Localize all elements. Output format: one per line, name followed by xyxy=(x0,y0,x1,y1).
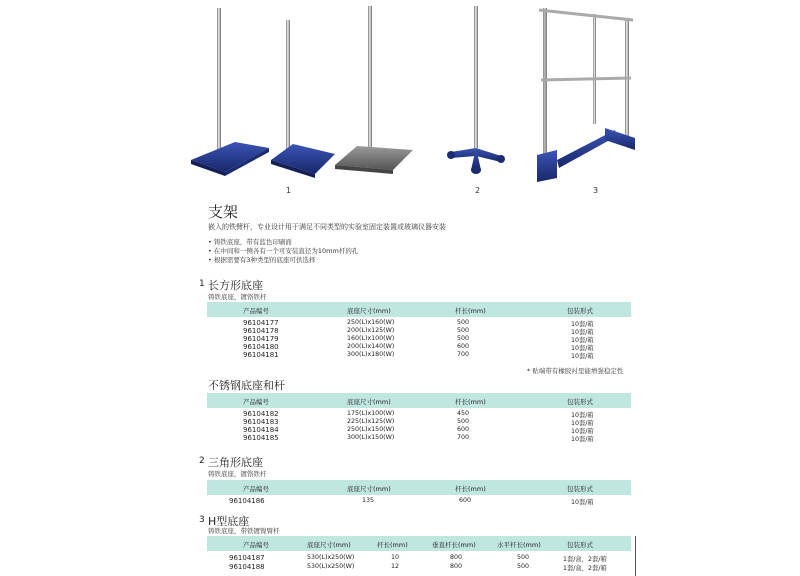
stand-rectangular-blue-2 xyxy=(271,20,335,178)
table-row: 96104178 200(L)x125(W) 500 10套/箱 xyxy=(243,327,594,336)
column-header: 底座尺寸(mm) xyxy=(347,398,391,406)
column-header: 产品编号 xyxy=(243,398,269,406)
table-row: 96104185 300(L)x150(W) 700 10套/箱 xyxy=(243,434,594,443)
column-header: 产品编号 xyxy=(243,541,269,549)
column-header: 包装形式 xyxy=(567,541,593,549)
column-header: 垂直杆长(mm) xyxy=(432,541,476,549)
column-header: 底座尺寸(mm) xyxy=(307,541,351,549)
section-title: 长方形底座 xyxy=(208,279,263,292)
column-header: 包装形式 xyxy=(567,398,593,406)
section-title: 三角形底座 xyxy=(208,456,263,469)
column-header: 杆长(mm) xyxy=(455,307,486,315)
table-header xyxy=(207,393,631,408)
feature-list xyxy=(208,238,358,265)
table-row: 96104182 175(L)x100(W) 450 10套/箱 xyxy=(243,410,594,419)
table-row: 96104181 300(L)x180(W) 700 10套/箱 xyxy=(243,351,594,360)
section-number: 1 xyxy=(199,279,205,289)
stand-rectangular-blue-1 xyxy=(191,8,269,176)
column-header: 杆长(mm) xyxy=(455,398,486,406)
column-header: 包装形式 xyxy=(567,307,593,315)
product-photos xyxy=(185,0,645,190)
table-row: 96104179 160(L)x100(W) 500 10套/箱 xyxy=(243,335,594,344)
stand-triangular xyxy=(447,6,505,174)
section-number: 2 xyxy=(199,456,205,466)
feature-item: • 铸铁底座，带有蓝色印刷面 xyxy=(208,238,292,246)
table-header xyxy=(207,536,631,551)
section-title: 不锈钢底座和杆 xyxy=(208,379,285,392)
column-header: 杆长(mm) xyxy=(455,485,486,493)
stand-h-frame xyxy=(537,8,635,182)
table-header xyxy=(207,480,631,495)
figure-label-3: 3 xyxy=(593,186,599,195)
table-row: 96104187 530(L)x250(W) 10 800 500 1套/盒，2套/箱 xyxy=(229,554,607,563)
figure-label-1: 1 xyxy=(286,186,292,195)
page-title: 支架 xyxy=(208,203,239,221)
table-row: 96104183 225(L)x125(W) 500 10套/箱 xyxy=(243,418,594,427)
intro-text: 嵌入的铁臂杆，专业设计用于满足不同类型的实验室固定装置或玻璃仪器安装 xyxy=(208,223,446,231)
column-header: 底座尺寸(mm) xyxy=(347,485,391,493)
column-header: 包装形式 xyxy=(567,485,593,493)
table-footnote: * 贴端带有橡胶衬里能增强稳定性 xyxy=(527,367,624,375)
section-number: 3 xyxy=(199,515,205,525)
page-edge-rule xyxy=(635,536,636,576)
section-subtitle: 铸铁底座，带铁镀镍臂杆 xyxy=(208,527,280,535)
column-header: 产品编号 xyxy=(243,485,269,493)
feature-item: • 在中间和一侧各有一个可安装直径为10mm杆的孔 xyxy=(208,247,359,255)
column-header: 水平杆长(mm) xyxy=(497,541,541,549)
figure-label-2: 2 xyxy=(475,186,481,195)
feature-item: • 根据需要有3种类型的底座可供选择 xyxy=(208,256,316,264)
column-header: 底座尺寸(mm) xyxy=(347,307,391,315)
table-row: 96104180 200(L)x140(W) 600 10套/箱 xyxy=(243,343,594,352)
column-header: 产品编号 xyxy=(243,307,269,315)
table-header xyxy=(207,302,631,317)
section-subtitle: 铸铁底座，镀铬铁杆 xyxy=(208,470,267,478)
stand-stainless-steel xyxy=(335,6,413,174)
table-row: 96104184 250(L)x150(W) 600 10套/箱 xyxy=(243,426,594,435)
table-row: 96104177 250(L)x160(W) 500 10套/箱 xyxy=(243,319,594,328)
table-row: 96104188 530(L)x250(W) 12 800 500 1套/盒，2套/箱 xyxy=(229,563,607,572)
section-subtitle: 铸铁底座，镀铬铁杆 xyxy=(208,293,267,301)
section-title: H型底座 xyxy=(208,515,250,528)
table-row: 96104186 135 600 10套/箱 xyxy=(229,497,594,506)
column-header: 杆长(mm) xyxy=(377,541,408,549)
